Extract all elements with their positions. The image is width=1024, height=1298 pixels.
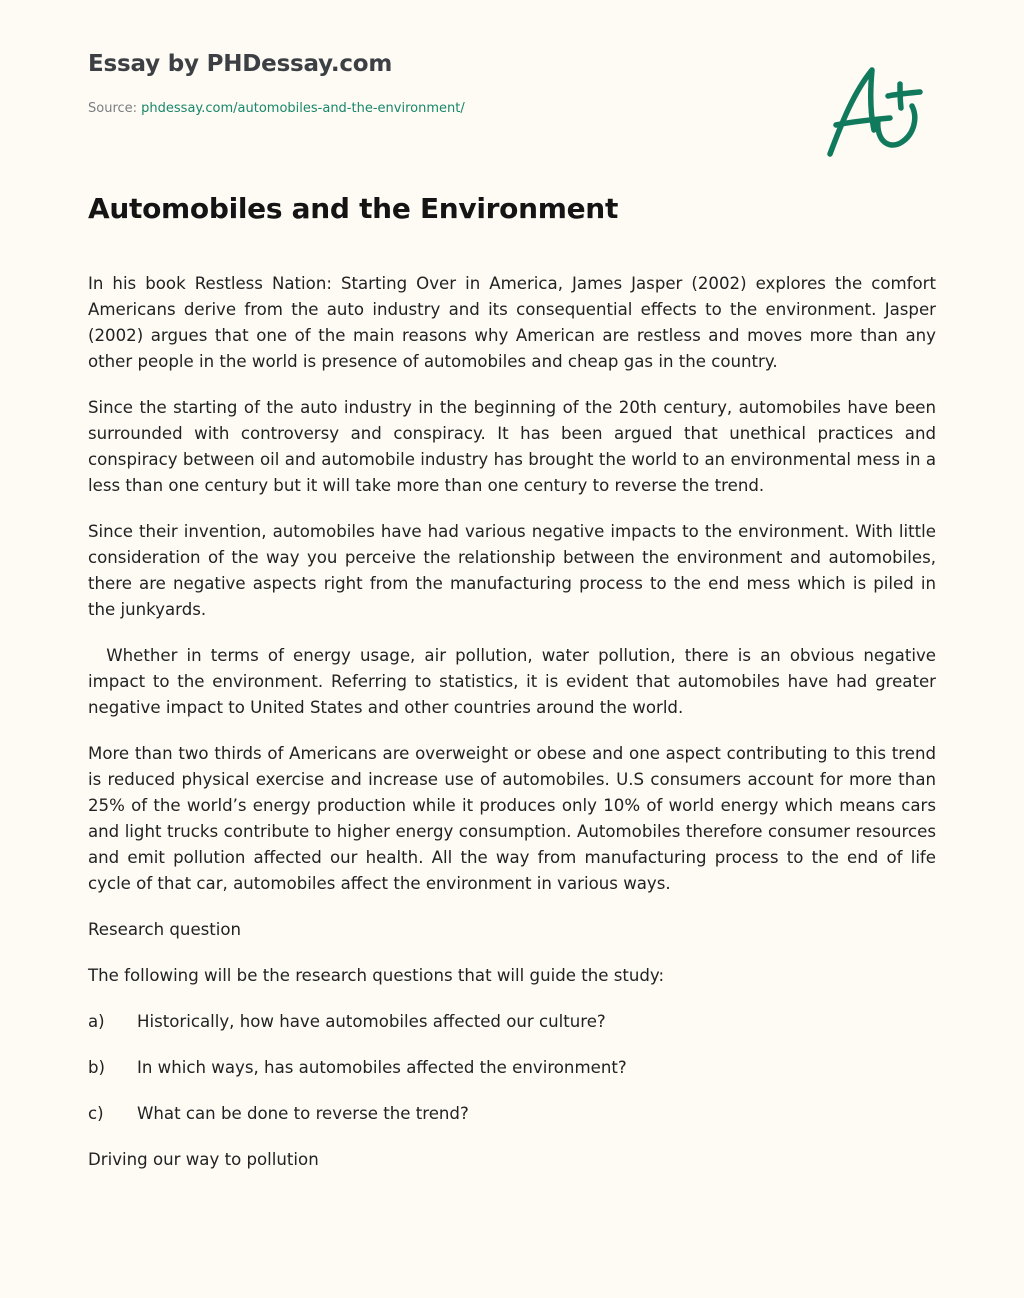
source-label: Source:	[88, 101, 142, 116]
a-plus-logo-icon	[820, 62, 930, 162]
paragraph: Whether in terms of energy usage, air pollution, water pollution, there is an obvious negative impact to the environment. Referring to statistics, it is evident that automobiles have had greater negative impact to United States and other countries around the world.	[88, 646, 936, 717]
question-item	[88, 1009, 936, 1035]
question-text: In which ways, has automobiles affected the environment?	[137, 1058, 627, 1077]
question-item	[88, 1055, 936, 1081]
document-title: Automobiles and the Environment	[88, 192, 619, 225]
paragraph: Since the starting of the auto industry in the beginning of the 20th century, automobiles have been surrounded with controversy and conspiracy. It has been argued that unethical practices and conspiracy between oil and automobile industry has brought the world to an environmental mess in a less than one century but it will take more than one century to reverse the trend.	[88, 398, 936, 495]
paragraph: Since their invention, automobiles have had various negative impacts to the environment. With little consideration of the way you perceive the relationship between the environment and automobiles, there are negative aspects right from the manufacturing process to the end mess which is piled in the junkyards.	[88, 522, 936, 619]
question-marker: c)	[88, 1104, 104, 1123]
question-text: Historically, how have automobiles affected our culture?	[137, 1012, 606, 1031]
section-heading: Driving our way to pollution	[88, 1150, 319, 1169]
question-item	[88, 1101, 936, 1127]
site-title: Essay by PHDessay.com	[88, 51, 393, 77]
question-marker: a)	[88, 1012, 105, 1031]
source-link[interactable]: phdessay.com/automobiles-and-the-environment/	[141, 101, 465, 116]
question-marker: b)	[88, 1058, 106, 1077]
question-text: What can be done to reverse the trend?	[137, 1104, 469, 1123]
source-line	[88, 101, 465, 116]
paragraph: More than two thirds of Americans are overweight or obese and one aspect contributing to this trend is reduced physical exercise and increase use of automobiles. U.S consumers account for more than 25% of the world’s energy production while it produces only 10% of world energy which means cars and light trucks contribute to higher energy consumption. Automobiles therefore consumer resources and emit pollution affected our health. All the way from manufacturing process to the end of life cycle of that car, automobiles affect the environment in various ways.	[88, 744, 936, 893]
research-heading: Research question	[88, 920, 242, 939]
paragraph: In his book Restless Nation: Starting Over in America, James Jasper (2002) explores the comfort Americans derive from the auto industry and its consequential effects to the environment. Jasper (2002) argues that one of the main reasons why American are restless and moves more than any other people in the world is presence of automobiles and cheap gas in the country.	[88, 274, 936, 371]
essay-body	[88, 271, 936, 1193]
research-intro: The following will be the research questions that will guide the study:	[88, 966, 665, 985]
